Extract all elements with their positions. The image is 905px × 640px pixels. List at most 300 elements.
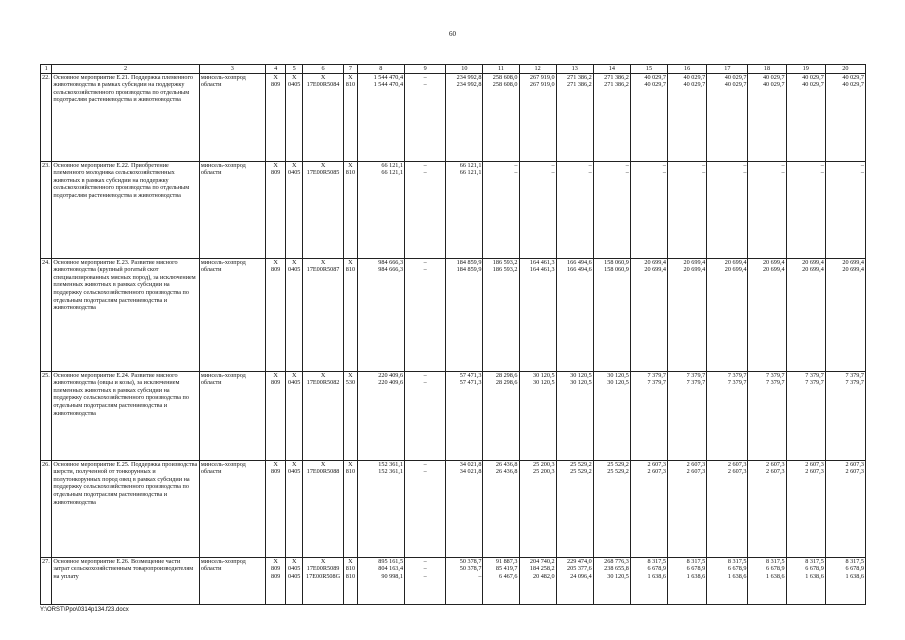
- cell-value: –: [423, 169, 427, 177]
- column-header-4: 4: [265, 65, 286, 74]
- cell-value: –: [423, 161, 427, 169]
- value-cell-col-8: [357, 557, 404, 604]
- cell-value: X: [348, 460, 353, 468]
- cell-value: 85 419,7: [495, 565, 518, 573]
- cell-value: –: [478, 572, 482, 580]
- value-cell-col-9: [405, 371, 446, 460]
- cell-value: X: [320, 557, 326, 565]
- cell-value: X: [291, 557, 297, 565]
- cell-value: 2 607,3: [845, 460, 864, 468]
- value-cell-col-18: [748, 557, 786, 604]
- cell-value: 810: [345, 169, 356, 177]
- cell-value: 30 120,5: [570, 379, 592, 387]
- cell-value: 220 409,6: [378, 379, 404, 387]
- page-number: 60: [449, 30, 456, 38]
- cell-value: 7 379,7: [647, 371, 666, 379]
- value-cell-col-9: [405, 258, 446, 371]
- column-header-15: 15: [630, 65, 667, 74]
- cell-value: 40 029,7: [802, 81, 824, 89]
- cell-value: 166 494,6: [567, 258, 592, 266]
- cell-value: 166 494,6: [567, 266, 592, 274]
- cell-value: 57 471,3: [459, 371, 482, 379]
- cell-value: –: [423, 73, 427, 81]
- cell-value: 2 607,3: [805, 460, 824, 468]
- column-header-11: 11: [483, 65, 519, 74]
- value-cell-col-11: [483, 258, 519, 371]
- cell-value: –: [514, 169, 518, 177]
- cell-value: 25 529,2: [607, 468, 629, 476]
- cell-value: 6 678,9: [727, 565, 747, 573]
- cell-value: 91 887,3: [495, 557, 518, 565]
- cell-value: 0405: [288, 379, 301, 387]
- cell-value: 6 678,9: [805, 565, 824, 573]
- cell-value: 2 607,3: [845, 468, 864, 476]
- cell-value: 0405: [288, 565, 301, 573]
- column-header-14: 14: [593, 65, 630, 74]
- cell-value: 2 607,3: [686, 468, 706, 476]
- cell-value: 258 608,0: [492, 73, 518, 81]
- cell-value: 0405: [288, 468, 301, 476]
- value-cell-col-17: [707, 371, 748, 460]
- cell-value: –: [423, 81, 427, 89]
- value-cell-col-4: [265, 371, 286, 460]
- cell-value: 17Е00R5089: [306, 565, 340, 573]
- value-cell-col-12: [519, 161, 556, 258]
- table-row: [41, 371, 866, 460]
- cell-value: –: [423, 379, 427, 387]
- cell-value: 152 361,1: [378, 468, 404, 476]
- column-number-row: [41, 65, 866, 74]
- cell-value: –: [781, 169, 785, 177]
- cell-value: 7 379,7: [686, 379, 706, 387]
- value-cell-col-13: [556, 460, 593, 557]
- value-cell-col-10: [446, 371, 483, 460]
- cell-value: –: [820, 161, 824, 169]
- cell-value: X: [291, 73, 297, 81]
- table-row: [41, 73, 866, 161]
- cell-value: 7 379,7: [647, 379, 666, 387]
- value-cell-col-7: [344, 258, 357, 371]
- cell-value: 66 121,1: [381, 169, 404, 177]
- measure-name: Основное мероприятие Е.21. Поддержка племенного животноводства в рамках субсидии на поддержку сельскохозяйственного производства по отдельным подотраслям растениеводства и животноводства: [52, 73, 199, 161]
- cell-value: X: [348, 73, 353, 81]
- row-number: 22.: [41, 73, 52, 161]
- value-cell-col-5: [286, 557, 303, 604]
- cell-value: 26 436,8: [495, 460, 518, 468]
- value-cell-col-8: [357, 460, 404, 557]
- cell-value: 6 678,9: [845, 565, 864, 573]
- value-cell-col-20: [825, 73, 865, 161]
- cell-value: 895 161,5: [378, 557, 404, 565]
- value-cell-col-5: [286, 258, 303, 371]
- value-cell-col-16: [668, 371, 707, 460]
- cell-value: 66 121,1: [459, 169, 482, 177]
- cell-value: 267 919,0: [529, 73, 555, 81]
- value-cell-col-20: [825, 161, 865, 258]
- cell-value: 40 029,7: [762, 81, 785, 89]
- value-cell-col-11: [483, 371, 519, 460]
- measure-name: Основное мероприятие Е.26. Возмещение части затрат сельскохозяйственным товаропроизводителям на уплату: [52, 557, 199, 604]
- cell-value: 810: [345, 572, 356, 580]
- cell-value: –: [423, 258, 427, 266]
- value-cell-col-8: [357, 371, 404, 460]
- cell-value: 17Е00R5088: [306, 468, 340, 476]
- cell-value: 26 436,8: [495, 468, 518, 476]
- cell-value: 6 678,9: [647, 565, 666, 573]
- cell-value: 40 029,7: [644, 81, 666, 89]
- column-header-7: 7: [344, 65, 357, 74]
- value-cell-col-20: [825, 460, 865, 557]
- cell-value: 809: [270, 572, 281, 580]
- value-cell-col-15: [630, 460, 667, 557]
- value-cell-col-6: [302, 258, 343, 371]
- cell-value: –: [702, 169, 706, 177]
- cell-value: 24 096,4: [570, 572, 592, 580]
- value-cell-col-18: [748, 371, 786, 460]
- executor: минсель-хозпрод области: [199, 258, 265, 371]
- cell-value: 267 919,0: [529, 81, 555, 89]
- cell-value: 184 859,9: [456, 266, 482, 274]
- executor: минсель-хозпрод области: [199, 161, 265, 258]
- value-cell-col-7: [344, 73, 357, 161]
- value-cell-col-19: [786, 557, 825, 604]
- cell-value: 7 379,7: [845, 379, 864, 387]
- cell-value: 1 638,6: [805, 572, 824, 580]
- cell-value: 809: [270, 266, 281, 274]
- column-header-8: 8: [357, 65, 404, 74]
- cell-value: 40 029,7: [724, 73, 747, 81]
- cell-value: 28 298,6: [495, 371, 518, 379]
- value-cell-col-7: [344, 161, 357, 258]
- table-row: [41, 258, 866, 371]
- executor: минсель-хозпрод области: [199, 557, 265, 604]
- value-cell-col-12: [519, 557, 556, 604]
- cell-value: X: [320, 460, 326, 468]
- cell-value: 40 029,7: [683, 81, 706, 89]
- value-cell-col-17: [707, 258, 748, 371]
- value-cell-col-16: [668, 557, 707, 604]
- value-cell-col-11: [483, 557, 519, 604]
- cell-value: –: [702, 161, 706, 169]
- cell-value: 20 699,4: [842, 258, 864, 266]
- cell-value: 184 258,2: [529, 565, 555, 573]
- cell-value: 0405: [288, 81, 301, 89]
- cell-value: –: [860, 161, 864, 169]
- cell-value: 271 386,2: [567, 81, 592, 89]
- table-row: [41, 557, 866, 604]
- column-header-9: 9: [405, 65, 446, 74]
- cell-value: 205 377,6: [567, 565, 592, 573]
- value-cell-col-19: [786, 73, 825, 161]
- cell-value: 40 029,7: [842, 73, 864, 81]
- value-cell-col-11: [483, 161, 519, 258]
- value-cell-col-6: [302, 371, 343, 460]
- cell-value: 0405: [288, 572, 301, 580]
- cell-value: 25 200,3: [532, 468, 555, 476]
- cell-value: 57 471,3: [459, 379, 482, 387]
- cell-value: –: [625, 169, 629, 177]
- value-cell-col-10: [446, 161, 483, 258]
- cell-value: –: [423, 460, 427, 468]
- program-table: [40, 64, 866, 605]
- value-cell-col-17: [707, 161, 748, 258]
- value-cell-col-17: [707, 73, 748, 161]
- value-cell-col-17: [707, 557, 748, 604]
- value-cell-col-12: [519, 460, 556, 557]
- cell-value: 25 200,3: [532, 460, 555, 468]
- cell-value: 66 121,1: [381, 161, 404, 169]
- cell-value: 1 638,6: [845, 572, 864, 580]
- cell-value: –: [423, 266, 427, 274]
- value-cell-col-15: [630, 371, 667, 460]
- cell-value: 7 379,7: [686, 371, 706, 379]
- value-cell-col-10: [446, 73, 483, 161]
- value-cell-col-15: [630, 557, 667, 604]
- cell-value: –: [860, 169, 864, 177]
- value-cell-col-4: [265, 460, 286, 557]
- value-cell-col-12: [519, 258, 556, 371]
- cell-value: 530: [345, 379, 356, 387]
- cell-value: 809: [270, 379, 281, 387]
- cell-value: 30 120,5: [532, 379, 555, 387]
- cell-value: 8 317,5: [686, 557, 706, 565]
- cell-value: –: [588, 169, 592, 177]
- cell-value: 204 740,2: [529, 557, 555, 565]
- column-header-20: 20: [825, 65, 865, 74]
- cell-value: 2 607,3: [686, 460, 706, 468]
- row-number: 23.: [41, 161, 52, 258]
- cell-value: 20 699,4: [644, 266, 666, 274]
- cell-value: 20 699,4: [644, 258, 666, 266]
- cell-value: 8 317,5: [727, 557, 747, 565]
- cell-value: –: [551, 169, 555, 177]
- value-cell-col-13: [556, 161, 593, 258]
- cell-value: 271 386,2: [604, 73, 629, 81]
- executor: минсель-хозпрод области: [199, 73, 265, 161]
- cell-value: 7 379,7: [845, 371, 864, 379]
- cell-value: X: [320, 371, 326, 379]
- value-cell-col-14: [593, 371, 630, 460]
- cell-value: 268 776,3: [604, 557, 629, 565]
- cell-value: –: [423, 565, 427, 573]
- cell-value: 810: [345, 468, 356, 476]
- cell-value: 164 461,3: [529, 258, 555, 266]
- document-path: Y:\ORST\Ppo\0314p134.f23.docx: [40, 607, 129, 613]
- cell-value: –: [662, 169, 666, 177]
- value-cell-col-7: [344, 371, 357, 460]
- cell-value: –: [743, 169, 747, 177]
- cell-value: 40 029,7: [762, 73, 785, 81]
- cell-value: 1 638,6: [686, 572, 706, 580]
- cell-value: 20 699,4: [762, 266, 785, 274]
- column-header-2: 2: [52, 65, 199, 74]
- cell-value: 1 638,6: [766, 572, 785, 580]
- column-header-10: 10: [446, 65, 483, 74]
- value-cell-col-5: [286, 371, 303, 460]
- cell-value: 0405: [288, 169, 301, 177]
- cell-value: 2 607,3: [727, 460, 747, 468]
- cell-value: X: [273, 258, 278, 266]
- cell-value: 50 378,7: [459, 557, 482, 565]
- value-cell-col-16: [668, 460, 707, 557]
- cell-value: 809: [270, 468, 281, 476]
- row-number: 27.: [41, 557, 52, 604]
- row-number: 24.: [41, 258, 52, 371]
- cell-value: 2 607,3: [766, 468, 785, 476]
- cell-value: 30 120,5: [532, 371, 555, 379]
- cell-value: 234 992,8: [456, 73, 482, 81]
- cell-value: X: [273, 460, 278, 468]
- value-cell-col-14: [593, 73, 630, 161]
- value-cell-col-7: [344, 460, 357, 557]
- cell-value: X: [320, 73, 326, 81]
- value-cell-col-12: [519, 371, 556, 460]
- cell-value: 810: [345, 565, 356, 573]
- cell-value: –: [551, 161, 555, 169]
- cell-value: 810: [345, 81, 356, 89]
- table-body: [41, 65, 866, 605]
- cell-value: 809: [270, 81, 281, 89]
- value-cell-col-13: [556, 371, 593, 460]
- cell-value: 186 593,2: [492, 266, 518, 274]
- cell-value: 6 678,9: [766, 565, 785, 573]
- row-number: 25.: [41, 371, 52, 460]
- value-cell-col-8: [357, 161, 404, 258]
- column-header-3: 3: [199, 65, 265, 74]
- cell-value: 20 699,4: [802, 258, 824, 266]
- value-cell-col-9: [405, 73, 446, 161]
- cell-value: –: [588, 161, 592, 169]
- cell-value: 809: [270, 565, 281, 573]
- cell-value: –: [514, 161, 518, 169]
- value-cell-col-8: [357, 73, 404, 161]
- value-cell-col-19: [786, 460, 825, 557]
- cell-value: –: [781, 161, 785, 169]
- value-cell-col-4: [265, 557, 286, 604]
- value-cell-col-4: [265, 258, 286, 371]
- cell-value: 30 120,5: [607, 371, 629, 379]
- cell-value: 234 992,8: [456, 81, 482, 89]
- cell-value: 984 666,3: [378, 266, 404, 274]
- cell-value: 34 021,8: [459, 460, 482, 468]
- cell-value: –: [820, 169, 824, 177]
- cell-value: 2 607,3: [766, 460, 785, 468]
- cell-value: 90 998,1: [381, 572, 404, 580]
- cell-value: 8 317,5: [647, 557, 666, 565]
- cell-value: 20 699,4: [724, 266, 747, 274]
- cell-value: 809: [270, 169, 281, 177]
- cell-value: 804 163,4: [378, 565, 404, 573]
- value-cell-col-17: [707, 460, 748, 557]
- cell-value: 7 379,7: [766, 371, 785, 379]
- cell-value: 17Е00R508G: [306, 572, 341, 580]
- executor: минсель-хозпрод области: [199, 460, 265, 557]
- cell-value: 2 607,3: [805, 468, 824, 476]
- value-cell-col-16: [668, 73, 707, 161]
- cell-value: X: [273, 371, 278, 379]
- cell-value: –: [662, 161, 666, 169]
- cell-value: –: [423, 572, 427, 580]
- cell-value: X: [273, 73, 278, 81]
- column-header-19: 19: [786, 65, 825, 74]
- cell-value: 2 607,3: [727, 468, 747, 476]
- value-cell-col-15: [630, 161, 667, 258]
- cell-value: 40 029,7: [644, 73, 666, 81]
- value-cell-col-14: [593, 460, 630, 557]
- value-cell-col-19: [786, 371, 825, 460]
- cell-value: –: [743, 161, 747, 169]
- cell-value: 34 021,8: [459, 468, 482, 476]
- column-header-6: 6: [302, 65, 343, 74]
- value-cell-col-20: [825, 258, 865, 371]
- cell-value: 20 699,4: [842, 266, 864, 274]
- table-row: [41, 460, 866, 557]
- measure-name: Основное мероприятие Е.23. Развитие мясного животноводства (крупный рогатый скот специализированных мясных пород), за исключением племенных животных в рамках субсидии на поддержку сельскохозяйственного производства по отдельным подотраслям растениеводства и животноводства: [52, 258, 199, 371]
- cell-value: 30 120,5: [570, 371, 592, 379]
- cell-value: 7 379,7: [727, 379, 747, 387]
- cell-value: X: [291, 460, 297, 468]
- column-header-1: 1: [41, 65, 52, 74]
- value-cell-col-18: [748, 258, 786, 371]
- value-cell-col-14: [593, 258, 630, 371]
- cell-value: 6 678,9: [686, 565, 706, 573]
- cell-value: X: [348, 161, 353, 169]
- cell-value: 20 482,0: [532, 572, 555, 580]
- cell-value: 271 386,2: [604, 81, 629, 89]
- value-cell-col-6: [302, 161, 343, 258]
- column-header-16: 16: [668, 65, 707, 74]
- cell-value: X: [348, 371, 353, 379]
- cell-value: 30 120,5: [607, 379, 629, 387]
- measure-name: Основное мероприятие Е.22. Приобретение племенного молодняка сельскохозяйственных животных в рамках субсидии на поддержку сельскохозяйственного производства по отдельным подотраслям растениеводства и животноводства: [52, 161, 199, 258]
- cell-value: 40 029,7: [683, 73, 706, 81]
- cell-value: X: [348, 258, 353, 266]
- cell-value: 25 529,2: [570, 468, 592, 476]
- table-row: [41, 161, 866, 258]
- value-cell-col-16: [668, 258, 707, 371]
- cell-value: 25 529,2: [607, 460, 629, 468]
- value-cell-col-14: [593, 557, 630, 604]
- cell-value: 184 859,9: [456, 258, 482, 266]
- cell-value: X: [320, 161, 326, 169]
- value-cell-col-18: [748, 161, 786, 258]
- cell-value: 17Е00R5087: [306, 266, 340, 274]
- column-header-12: 12: [519, 65, 556, 74]
- value-cell-col-4: [265, 73, 286, 161]
- value-cell-col-5: [286, 460, 303, 557]
- cell-value: 20 699,4: [762, 258, 785, 266]
- cell-value: 7 379,7: [805, 379, 824, 387]
- value-cell-col-9: [405, 161, 446, 258]
- cell-value: 2 607,3: [647, 468, 666, 476]
- cell-value: –: [423, 557, 427, 565]
- value-cell-col-11: [483, 73, 519, 161]
- cell-value: 1 544 470,4: [373, 73, 404, 81]
- cell-value: 20 699,4: [683, 266, 706, 274]
- cell-value: 810: [345, 266, 356, 274]
- cell-value: 258 608,0: [492, 81, 518, 89]
- cell-value: 20 699,4: [683, 258, 706, 266]
- value-cell-col-10: [446, 460, 483, 557]
- value-cell-col-9: [405, 460, 446, 557]
- cell-value: 0405: [288, 266, 301, 274]
- cell-value: 8 317,5: [805, 557, 824, 565]
- cell-value: 238 655,8: [604, 565, 629, 573]
- value-cell-col-20: [825, 557, 865, 604]
- cell-value: –: [423, 371, 427, 379]
- cell-value: X: [348, 557, 353, 565]
- cell-value: 1 638,6: [647, 572, 666, 580]
